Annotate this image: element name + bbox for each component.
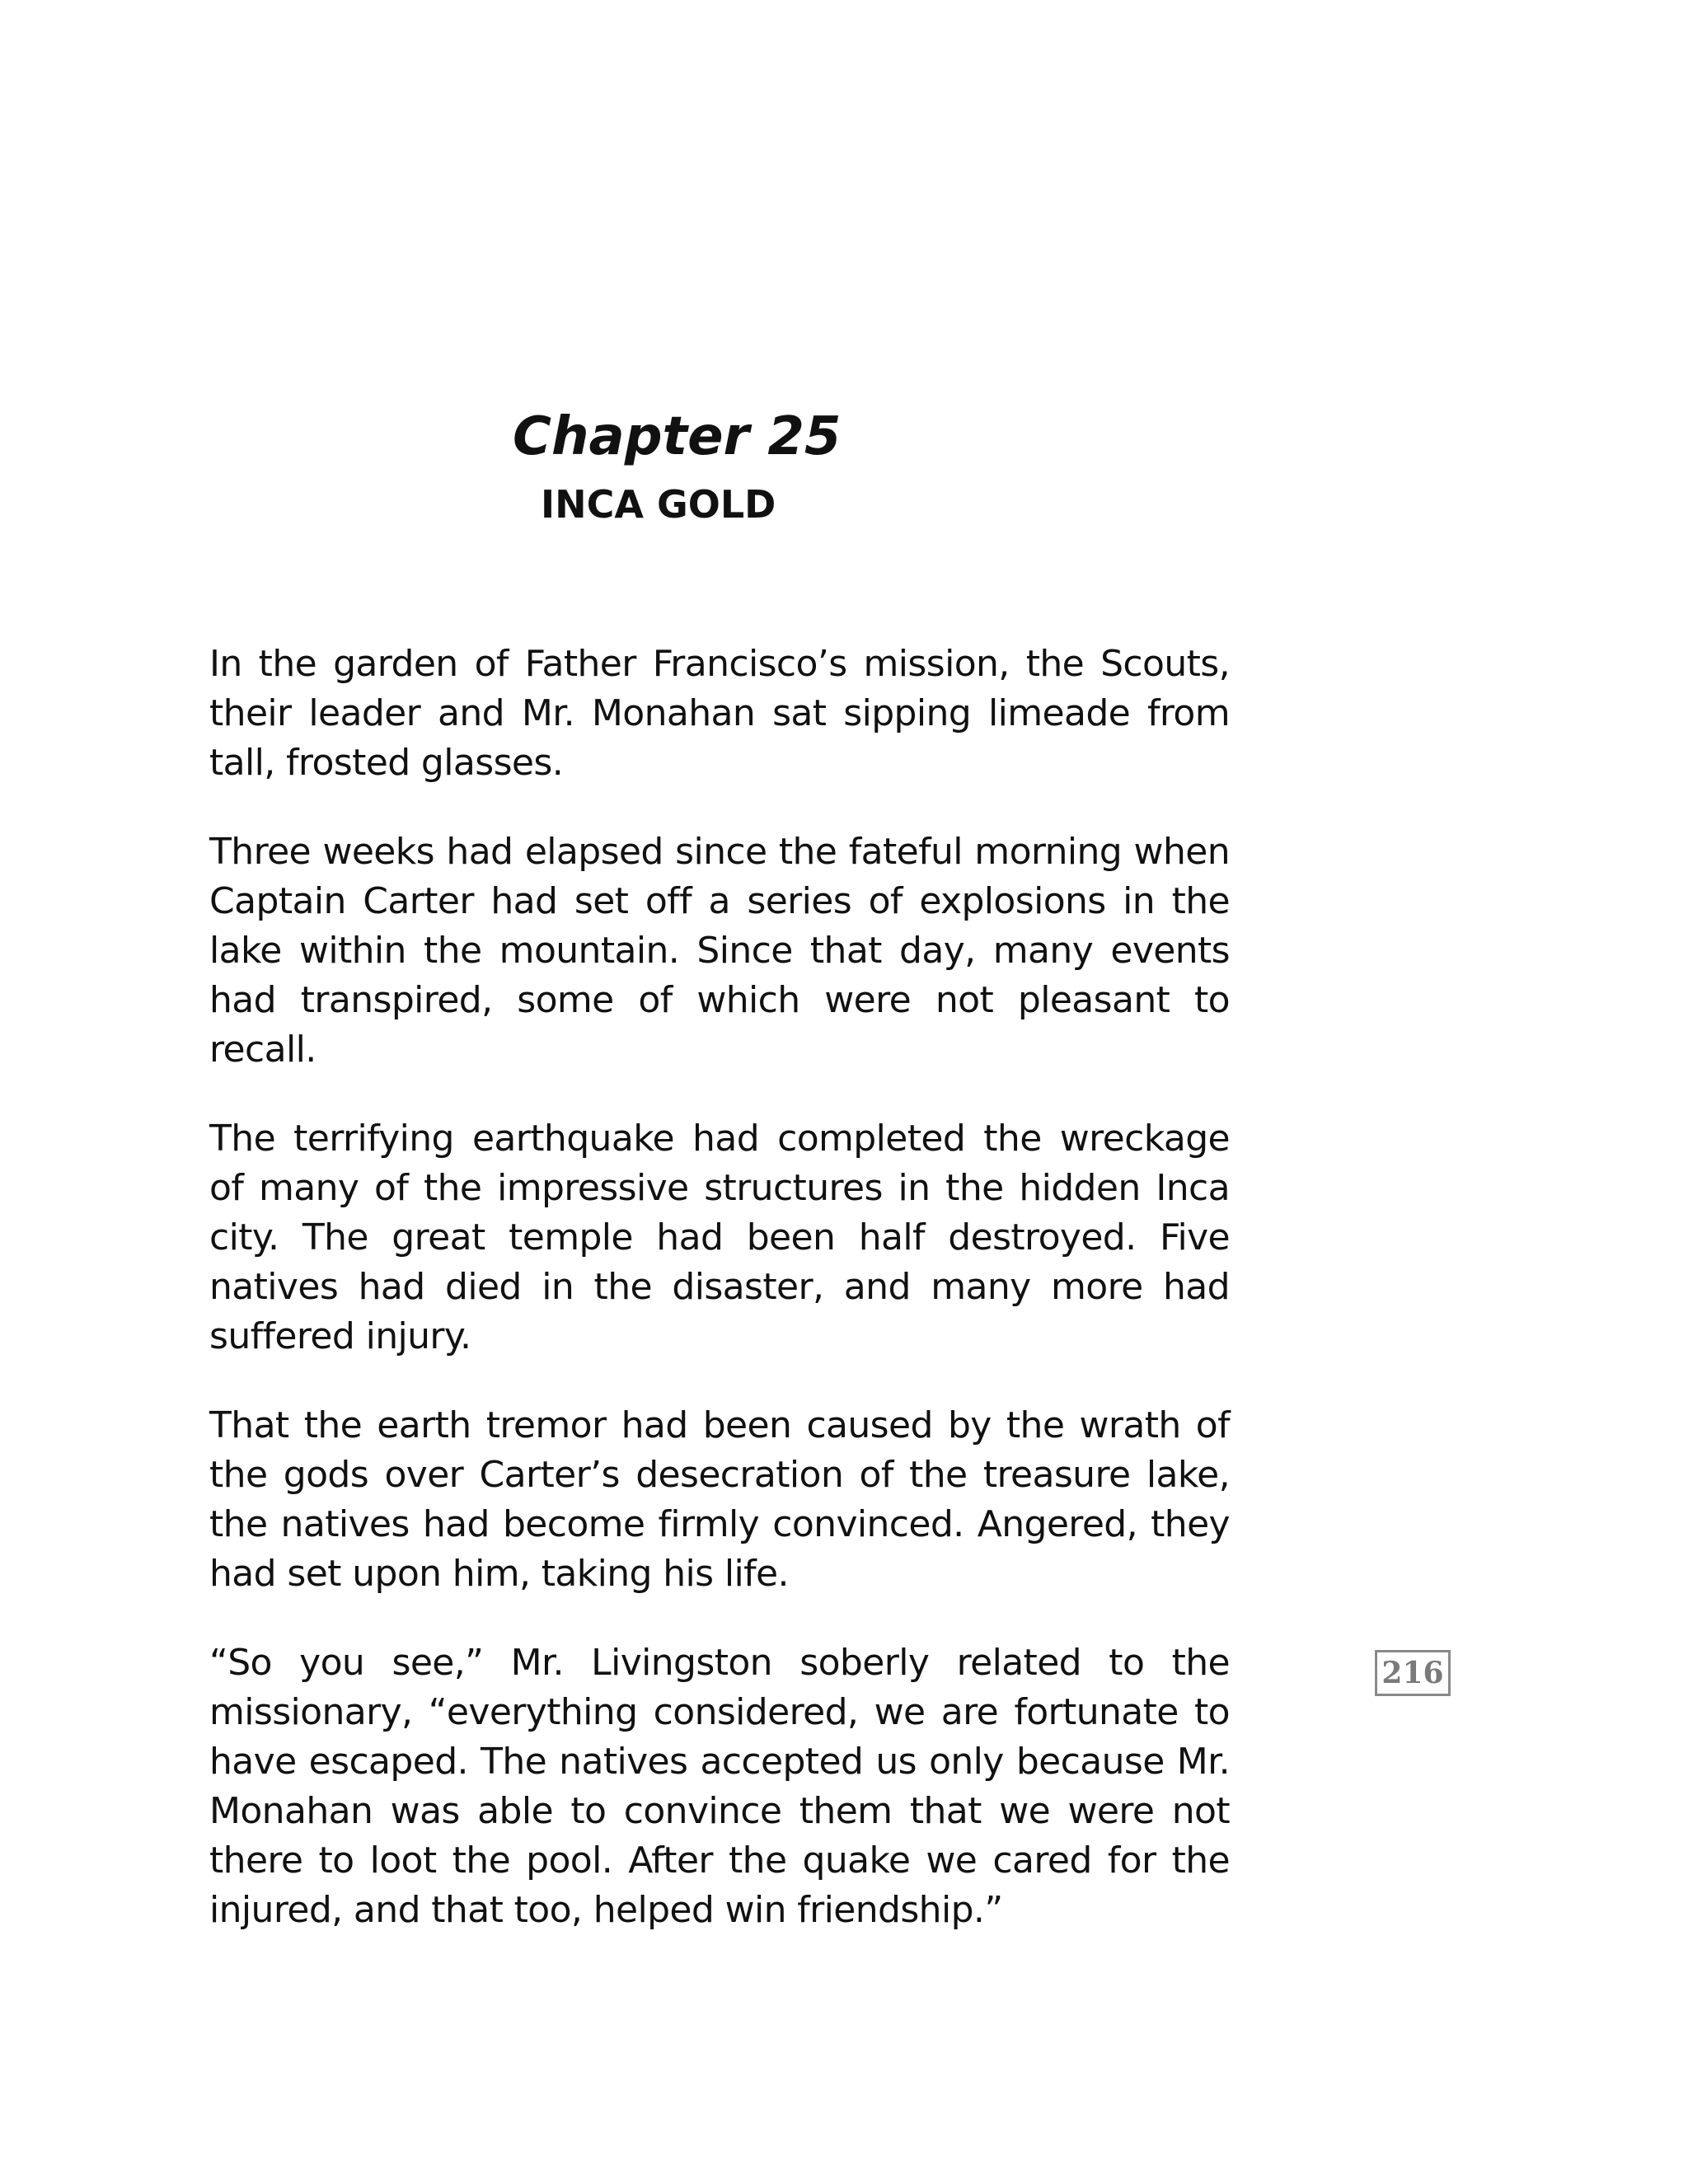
body-text	[209, 640, 1230, 1975]
paragraph: The terrifying earthquake had completed the wreckage of many of the impressive structures in the hidden Inca city. The great temple had been half destroyed. Five natives had died in the disaster, and many more had suffered injury.	[209, 1118, 1230, 1357]
chapter-title: Chapter 25	[513, 406, 842, 467]
page-number: 216	[1375, 1650, 1451, 1696]
chapter-subtitle: INCA GOLD	[541, 482, 776, 527]
paragraph: Three weeks had elapsed since the fateful morning when Captain Carter had set off a series of explosions in the lake within the mountain. Since that day, many events had transpired, some of which were not pleasant to recall.	[209, 831, 1230, 1071]
paragraph: That the earth tremor had been caused by the wrath of the gods over Carter’s desecration of the treasure lake, the natives had become firmly convinced. Angered, they had set upon him, taking his life.	[209, 1404, 1230, 1595]
paragraph: “So you see,” Mr. Livingston soberly related to the missionary, “everything considered, we are fortunate to have escaped. The natives accepted us only because Mr. Monahan was able to convince them that we were not there to loot the pool. After the quake we cared for the injured, and that too, helped win friendship.”	[209, 1642, 1230, 1931]
paragraph: In the garden of Father Francisco’s mission, the Scouts, their leader and Mr. Monahan sat sipping limeade from tall, frosted glasses.	[209, 643, 1230, 784]
